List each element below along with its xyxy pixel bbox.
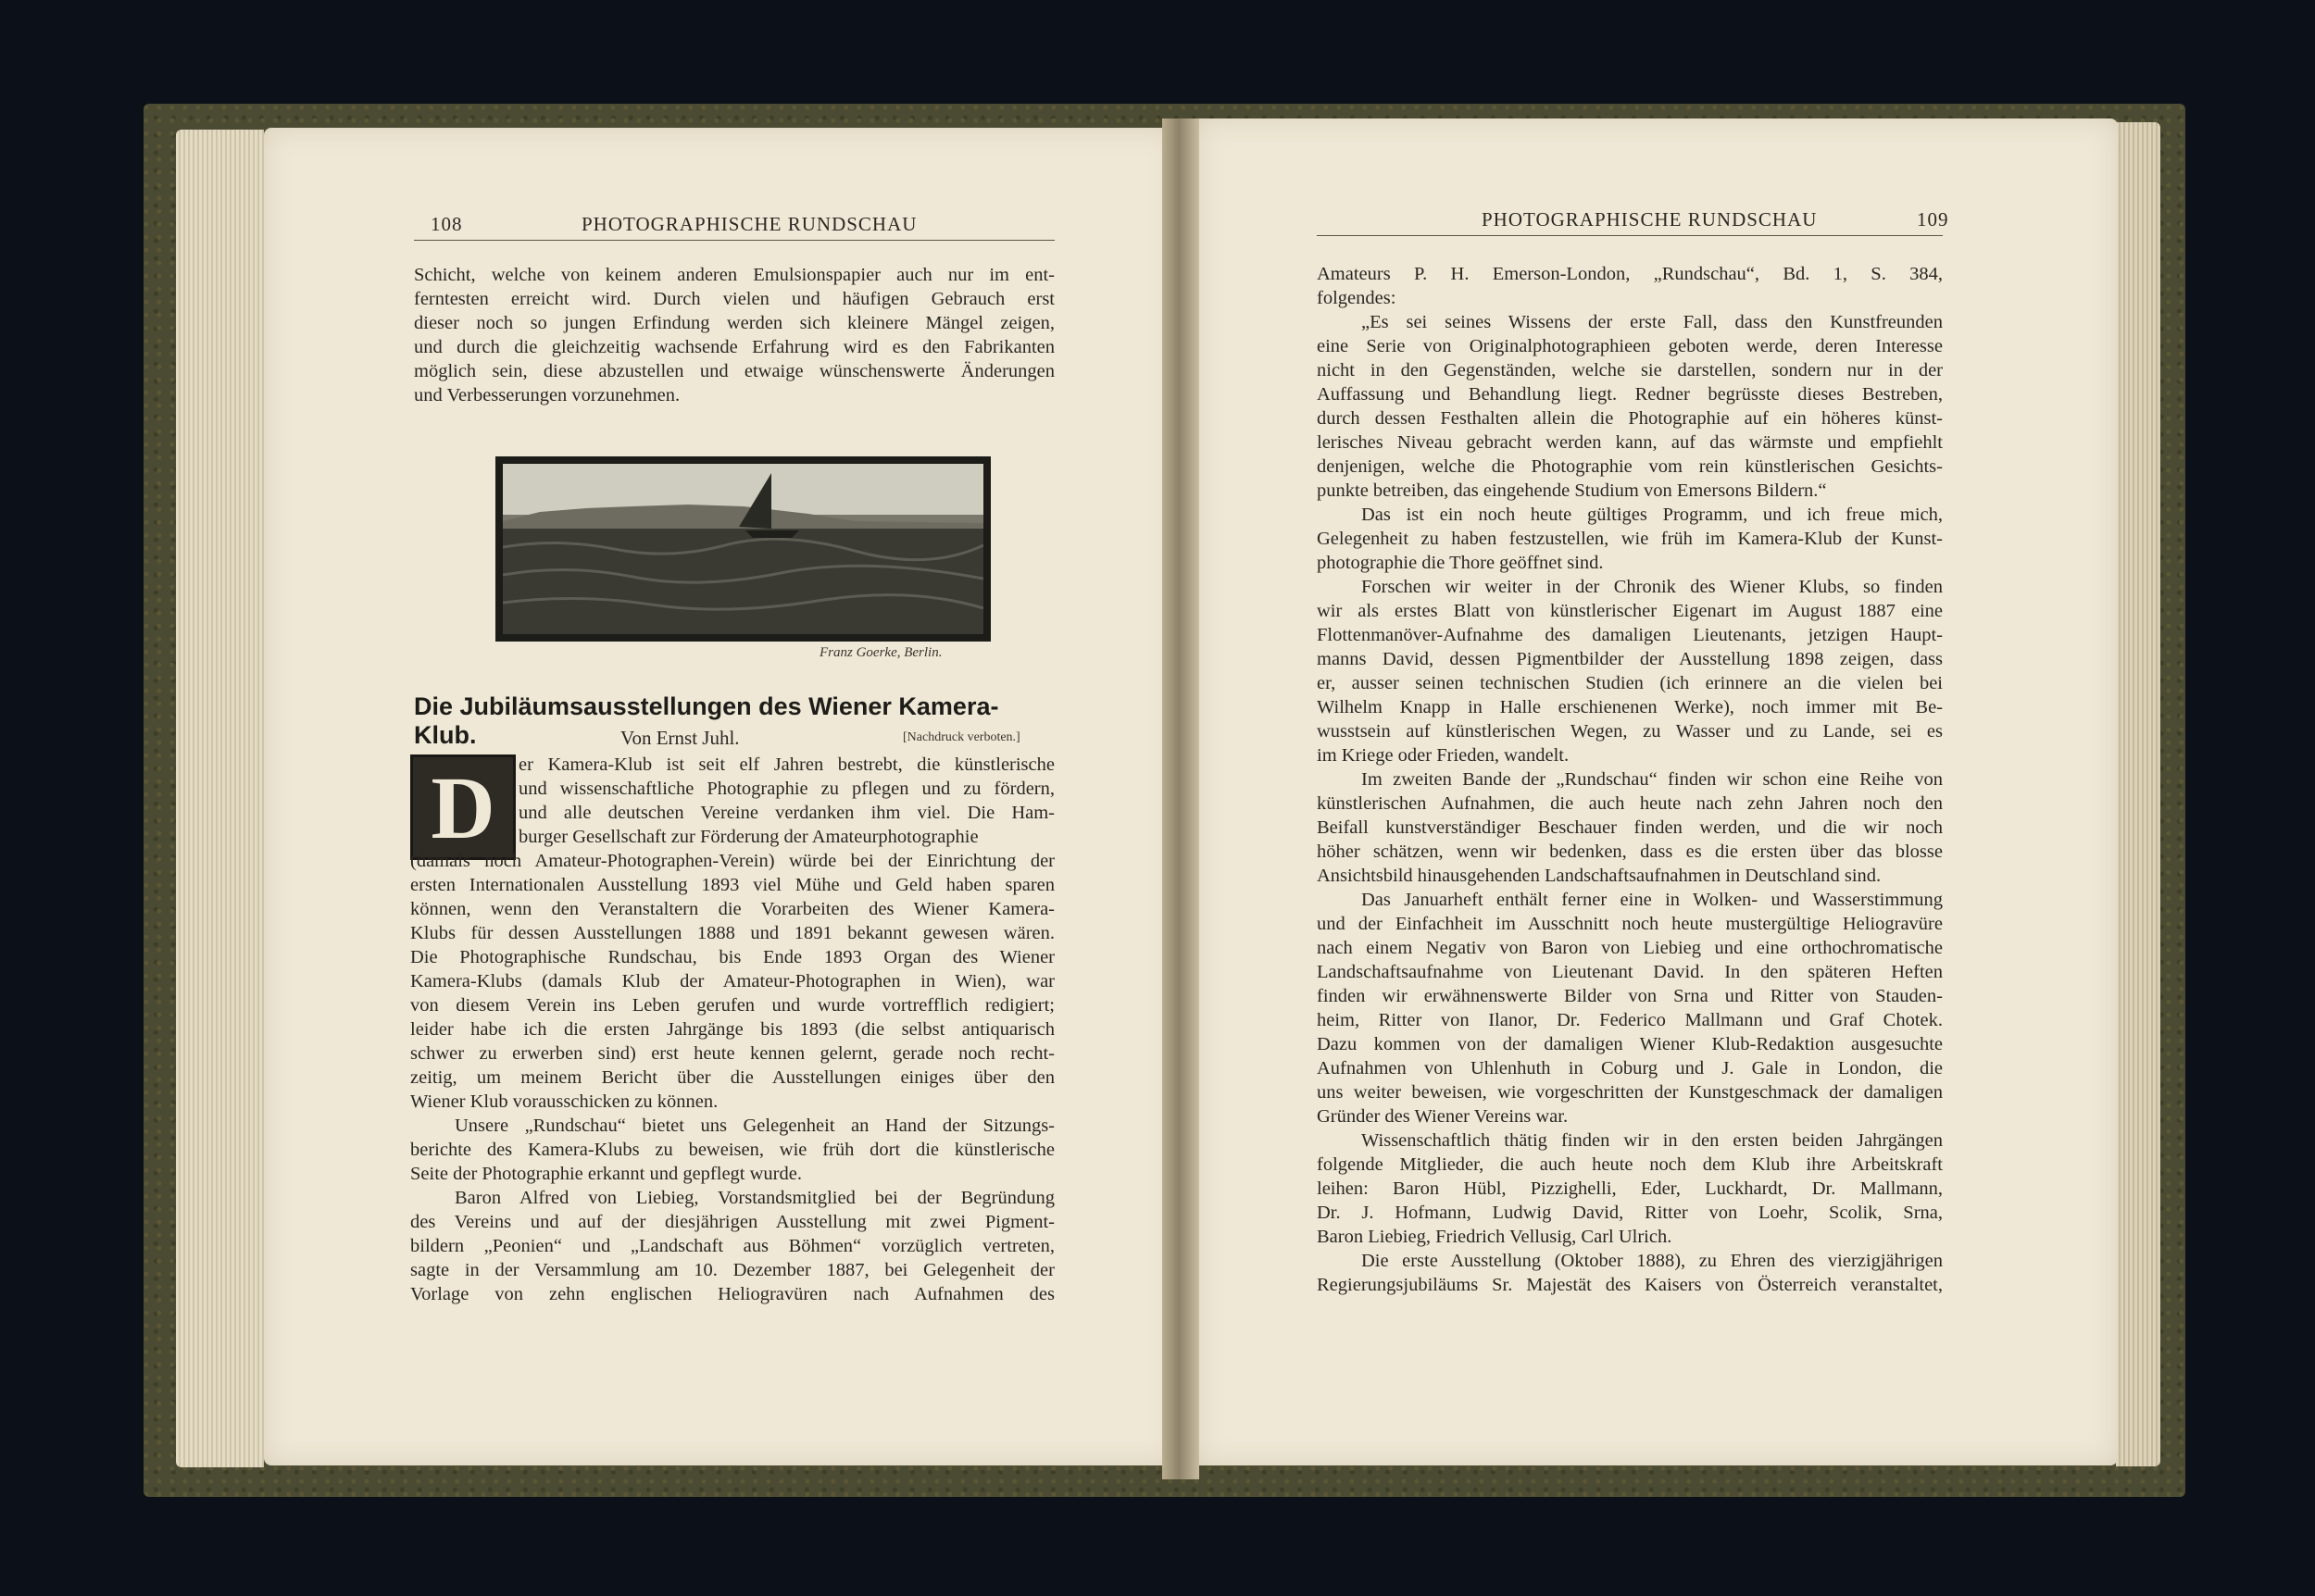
page-edges-right	[2116, 122, 2160, 1466]
harbor-photograph	[503, 464, 983, 634]
text-line: Dr. J. Hofmann, Ludwig David, Ritter von Loehr, Scolik, Srna,	[1317, 1203, 1943, 1223]
header-rule-right	[1317, 235, 1943, 236]
text-line: wusstsein auf künstlerischen Wegen, zu Wasser und zu Lande, sei es	[1317, 721, 1943, 742]
text-line: Dazu kommen von der damaligen Wiener Klub-Redaktion ausgesuchte	[1317, 1034, 1943, 1054]
text-line: Unsere „Rundschau“ bietet uns Gelegenheit an Hand der Sitzungs-	[455, 1116, 1055, 1136]
text-line: ersten Internationalen Ausstellung 1893 viel Mühe und Geld haben sparen	[410, 875, 1055, 895]
text-line: zeitig, um meinem Bericht über die Ausstellungen einiges über den	[410, 1067, 1055, 1088]
text-line: Landschaftsaufnahme von Lieutenant David. In den späteren Heften	[1317, 962, 1943, 982]
text-line: Wilhelm Knapp in Halle erschienenen Werke), noch immer mit Be-	[1317, 697, 1943, 717]
text-line: Vorlage von zehn englischen Heliogravüren nach Aufnahmen des	[410, 1284, 1055, 1304]
byline: Von Ernst Juhl.	[620, 727, 740, 749]
text-line: Forschen wir weiter in der Chronik des Wiener Klubs, so finden	[1361, 577, 1943, 597]
text-line: im Kriege oder Frieden, wandelt.	[1317, 745, 1570, 766]
text-line: (damals noch Amateur-Photographen-Verein) würde bei der Einrichtung der	[410, 851, 1055, 871]
text-line: durch dessen Festhalten allein die Photographie auf ein höheres künst-	[1317, 408, 1943, 429]
text-line: sagte in der Versammlung am 10. Dezember 1887, bei Gelegenheit der	[410, 1260, 1055, 1280]
text-line: Beifall kunstverständiger Beschauer finden werden, und die wir noch	[1317, 817, 1943, 838]
text-line: uns weiter beweisen, wie vorgeschritten der Kunstgeschmack der damaligen	[1317, 1082, 1943, 1103]
text-line: Baron Liebieg, Friedrich Vellusig, Carl Ulrich.	[1317, 1227, 1672, 1247]
text-line: Flottenmanöver-Aufnahme des damaligen Lieutenants, jetzigen Haupt-	[1317, 625, 1943, 645]
text-line: er, ausser seinen technischen Studien (ich erinnere an die vielen bei	[1317, 673, 1943, 693]
text-line: nicht in den Gegenständen, welche sie darstellen, sondern nur in der	[1317, 360, 1943, 380]
text-line: folgendes:	[1317, 288, 1396, 308]
text-line: Aufnahmen von Uhlenhuth in Coburg und J. Gale in London, die	[1317, 1058, 1943, 1079]
text-line: Das ist ein noch heute gültiges Programm, und ich freue mich,	[1361, 505, 1943, 525]
text-line: nach einem Negativ von Baron von Liebieg und eine orthochromatische	[1317, 938, 1943, 958]
text-line: ferntesten erreicht wird. Durch vielen und häufigen Gebrauch erst	[414, 289, 1055, 309]
figure-frame	[495, 456, 991, 642]
text-line: Die Photographische Rundschau, bis Ende 1893 Organ des Wiener	[410, 947, 1055, 967]
text-line: photographie die Thore geöffnet sind.	[1317, 553, 1604, 573]
text-line: Gelegenheit zu haben festzustellen, wie früh im Kamera-Klub der Kunst-	[1317, 529, 1943, 549]
text-line: leihen: Baron Hübl, Pizzighelli, Eder, Luckhardt, Dr. Mallmann,	[1317, 1178, 1943, 1199]
text-line: Wissenschaftlich thätig finden wir in den ersten beiden Jahrgängen	[1361, 1130, 1943, 1151]
text-line: Gründer des Wiener Vereins war.	[1317, 1106, 1569, 1127]
article-body-right	[1317, 262, 1943, 1297]
text-line: burger Gesellschaft zur Förderung der Amateurphotographie	[519, 827, 979, 847]
text-line: künstlerischen Aufnahmen, die auch heute nach zehn Jahren noch den	[1317, 793, 1943, 814]
text-line: Die erste Ausstellung (Oktober 1888), zu Ehren des vierzigjährigen	[1361, 1251, 1943, 1271]
text-line: Regierungsjubiläums Sr. Majestät des Kaisers von Österreich veranstaltet,	[1317, 1275, 1943, 1295]
text-line: und wissenschaftliche Photographie zu pflegen und zu fördern,	[519, 779, 1055, 799]
figure-caption: Franz Goerke, Berlin.	[820, 645, 943, 660]
text-line: Das Januarheft enthält ferner eine in Wolken- und Wasserstimmung	[1361, 890, 1943, 910]
text-line: berichte des Kamera-Klubs zu beweisen, wie früh dort die künstlerische	[410, 1140, 1055, 1160]
running-head-right: PHOTOGRAPHISCHE RUNDSCHAU	[1482, 208, 1818, 231]
text-line: bildern „Peonien“ und „Landschaft aus Böhmen“ vorzüglich vertreten,	[410, 1236, 1055, 1256]
text-line: Amateurs P. H. Emerson-London, „Rundschau“, Bd. 1, S. 384,	[1317, 264, 1943, 284]
running-head-left: PHOTOGRAPHISCHE RUNDSCHAU	[582, 213, 918, 235]
text-line: manns David, dessen Pigmentbilder der Ausstellung 1898 zeigen, dass	[1317, 649, 1943, 669]
dropcap-paragraph-start	[519, 753, 1055, 849]
text-line: wir als erstes Blatt von künstlerischer Eigenart im August 1887 eine	[1317, 601, 1943, 621]
text-line: Auffassung und Behandlung liegt. Redner begrüsste dieses Bestreben,	[1317, 384, 1943, 405]
text-line: Wiener Klub vorausschicken zu können.	[410, 1091, 719, 1112]
dropcap-ornament: D	[410, 754, 516, 860]
text-line: er Kamera-Klub ist seit elf Jahren bestrebt, die künstlerische	[519, 754, 1055, 775]
text-line: Seite der Photographie erkannt und gepflegt wurde.	[410, 1164, 802, 1184]
article-body-left	[410, 849, 1055, 1306]
text-line: von diesem Verein ins Leben gerufen und wurde vortrefflich redigiert;	[410, 995, 1055, 1016]
text-line: finden wir erwähnenswerte Bilder von Srna und Ritter von Stauden-	[1317, 986, 1943, 1006]
article-title: Die Jubiläumsausstellungen des Wiener Kamera-Klub.	[414, 692, 999, 749]
text-line: möglich sein, diese abzustellen und etwaige wünschenswerte Änderungen	[414, 361, 1055, 381]
book-gutter	[1162, 118, 1199, 1479]
page-number-left: 108	[431, 213, 463, 235]
text-line: Schicht, welche von keinem anderen Emulsionspapier auch nur im ent-	[414, 265, 1055, 285]
text-line: und alle deutschen Vereine verdanken ihm viel. Die Ham-	[519, 803, 1055, 823]
text-line: des Vereins und auf der diesjährigen Ausstellung mit zwei Pigment-	[410, 1212, 1055, 1232]
text-line: heim, Ritter von Ilanor, Dr. Federico Mallmann und Graf Chotek.	[1317, 1010, 1943, 1030]
text-line: eine Serie von Originalphotographieen geboten werde, deren Interesse	[1317, 336, 1943, 356]
text-line: Ansichtsbild hinausgehenden Landschaftsaufnahmen in Deutschland sind.	[1317, 866, 1882, 886]
text-line: höher schätzen, wenn wir bedenken, dass es die ersten über das blosse	[1317, 842, 1943, 862]
text-line: Im zweiten Bande der „Rundschau“ finden wir schon eine Reihe von	[1361, 769, 1943, 790]
text-line: Baron Alfred von Liebieg, Vorstandsmitglied bei der Begründung	[455, 1188, 1055, 1208]
text-line: leider habe ich die ersten Jahrgänge bis 1893 (die selbst antiquarisch	[410, 1019, 1055, 1040]
text-line: können, wenn den Veranstaltern die Vorarbeiten des Wiener Kamera-	[410, 899, 1055, 919]
reprint-note: [Nachdruck verboten.]	[903, 730, 1020, 744]
header-rule-left	[414, 240, 1055, 241]
text-line: Klubs für dessen Ausstellungen 1888 und 1891 bekannt gewesen wären.	[410, 923, 1055, 943]
text-line: denjenigen, welche die Photographie vom rein künstlerischen Gesichts-	[1317, 456, 1943, 477]
intro-paragraph	[414, 263, 1055, 407]
text-line: und Verbesserungen vorzunehmen.	[414, 385, 681, 405]
text-line: folgende Mitglieder, die auch heute noch dem Klub ihre Arbeitskraft	[1317, 1154, 1943, 1175]
text-line: schwer zu erwerben sind) erst heute kennen gelernt, gerade noch recht-	[410, 1043, 1055, 1064]
page-number-right: 109	[1917, 208, 1949, 231]
text-line: „Es sei seines Wissens der erste Fall, dass den Kunstfreunden	[1361, 312, 1943, 332]
text-line: dieser noch so jungen Erfindung werden sich kleinere Mängel zeigen,	[414, 313, 1055, 333]
text-line: und durch die gleichzeitig wachsende Erfahrung wird es den Fabrikanten	[414, 337, 1055, 357]
text-line: Kamera-Klubs (damals Klub der Amateur-Photographen in Wien), war	[410, 971, 1055, 991]
text-line: lerisches Niveau gebracht werden kann, auf das wärmste und empfiehlt	[1317, 432, 1943, 453]
text-line: und der Einfachheit im Ausschnitt noch heute mustergültige Heliogravüre	[1317, 914, 1943, 934]
text-line: punkte betreiben, das eingehende Studium von Emersons Bildern.“	[1317, 480, 1827, 501]
page-edges-left	[176, 130, 264, 1467]
